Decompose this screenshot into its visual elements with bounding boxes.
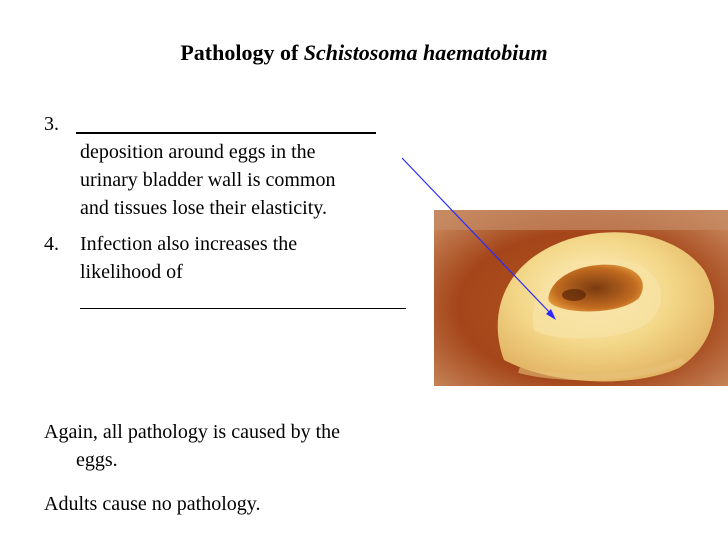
list-item-line: deposition around eggs in the: [80, 141, 316, 163]
paragraph-line: eggs.: [76, 449, 118, 471]
list-item-line: Infection also increases the: [80, 233, 298, 255]
paragraph-adults: Adults cause no pathology.: [44, 493, 261, 515]
list-item-line: likelihood of: [80, 261, 183, 283]
fill-in-blank: [76, 110, 376, 134]
list-number: 4.: [44, 233, 59, 255]
paragraph-again: [44, 418, 424, 474]
tissue-image: [434, 210, 728, 386]
title-species: Schistosoma haematobium: [303, 40, 548, 65]
list-number: 3.: [44, 113, 59, 135]
title-prefix: Pathology of: [180, 40, 304, 65]
bladder-tissue-photo: [434, 210, 728, 386]
fill-in-blank: [80, 286, 406, 309]
paragraph-line: Again, all pathology is caused by the: [44, 421, 341, 443]
slide-body: [44, 110, 424, 322]
list-item-line: and tissues lose their elasticity.: [80, 197, 327, 219]
list-item-3: [44, 110, 424, 222]
list-item-4: [44, 230, 424, 314]
slide-title: [0, 40, 728, 66]
list-item-line: urinary bladder wall is common: [80, 169, 336, 191]
